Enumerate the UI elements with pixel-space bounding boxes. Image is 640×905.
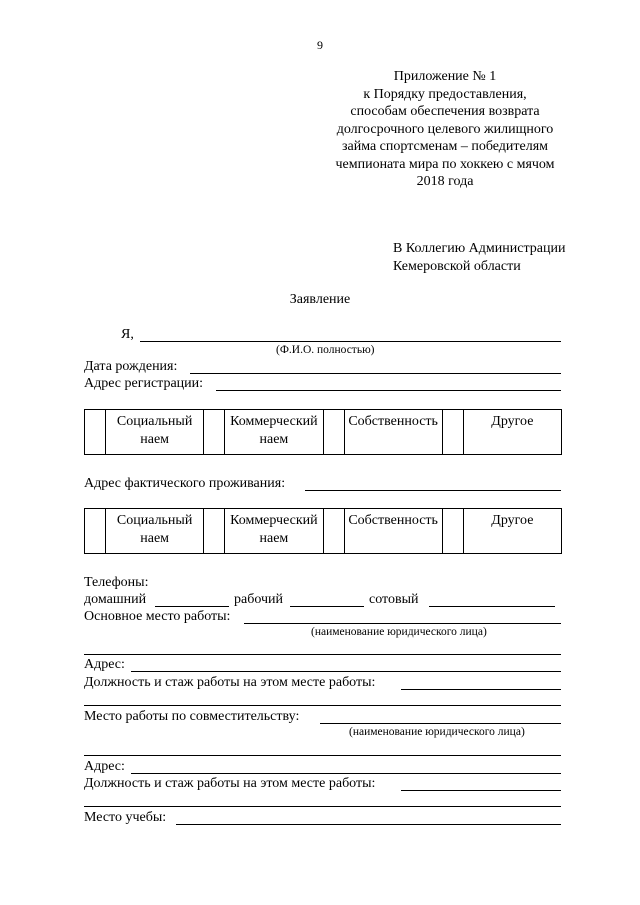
main-position-tenure-field-continued[interactable]	[84, 692, 561, 706]
housing-option-social-rent	[106, 509, 204, 554]
document-title: Заявление	[289, 292, 351, 307]
secondary-position-tenure-field[interactable]	[401, 777, 561, 791]
addressee-line: Кемеровской области	[393, 258, 521, 274]
phone-home-label: домашний	[84, 592, 147, 607]
table-row	[85, 509, 562, 554]
secondary-position-tenure-field-continued[interactable]	[84, 793, 561, 807]
housing-option-social-rent	[106, 410, 204, 455]
study-place-field[interactable]	[176, 811, 561, 825]
main-workplace-label: Основное место работы:	[84, 609, 231, 624]
secondary-work-address-field[interactable]	[131, 760, 561, 774]
option-label: Коммерческий	[230, 513, 318, 528]
housing-option-ownership	[344, 509, 442, 554]
main-workplace-field[interactable]	[244, 610, 561, 624]
housing-checkbox-ownership[interactable]	[323, 410, 344, 455]
appendix-line: 2018 года	[416, 174, 474, 189]
fio-caption: (Ф.И.О. полностью)	[276, 344, 375, 356]
addressee	[393, 240, 565, 275]
option-label: наем	[140, 530, 170, 546]
page-number: 9	[317, 38, 323, 52]
secondary-workplace-label: Место работы по совместительству:	[84, 709, 300, 724]
registration-address-field[interactable]	[216, 377, 561, 391]
housing-option-commercial-rent	[225, 410, 323, 455]
main-position-tenure-field[interactable]	[401, 676, 561, 690]
phone-mobile-field[interactable]	[429, 593, 555, 607]
study-place-label: Место учебы:	[84, 810, 167, 825]
option-label: наем	[259, 431, 289, 447]
option-label: Собственность	[348, 414, 438, 429]
housing-checkbox-ownership[interactable]	[323, 509, 344, 554]
option-label: Собственность	[348, 513, 438, 528]
secondary-workplace-field-continued[interactable]	[84, 742, 561, 756]
legal-entity-caption: (наименование юридического лица)	[349, 726, 525, 738]
secondary-work-address-label: Адрес:	[84, 759, 125, 774]
housing-option-ownership	[344, 410, 442, 455]
housing-option-commercial-rent	[225, 509, 323, 554]
option-label: Коммерческий	[230, 414, 318, 429]
registration-housing-table	[84, 409, 562, 455]
addressee-line: В Коллегию Администрации	[393, 241, 566, 256]
applicant-prefix-label: Я,	[121, 327, 134, 342]
housing-option-other	[463, 410, 561, 455]
housing-checkbox-other[interactable]	[442, 410, 463, 455]
fio-field[interactable]	[140, 328, 561, 342]
appendix-heading	[310, 68, 580, 191]
table-row	[85, 410, 562, 455]
actual-address-label: Адрес фактического проживания:	[84, 476, 286, 491]
housing-checkbox-social-rent[interactable]	[85, 509, 106, 554]
option-label: наем	[259, 530, 289, 546]
main-workplace-field-continued[interactable]	[84, 641, 561, 655]
appendix-line: к Порядку предоставления,	[363, 86, 527, 102]
main-position-tenure-label: Должность и стаж работы на этом месте работы:	[84, 675, 376, 690]
phone-work-label: рабочий	[234, 592, 283, 607]
housing-checkbox-social-rent[interactable]	[85, 410, 106, 455]
housing-checkbox-commercial-rent[interactable]	[204, 410, 225, 455]
phone-mobile-label: сотовый	[369, 592, 419, 607]
phones-label: Телефоны:	[84, 575, 149, 590]
birth-date-label: Дата рождения:	[84, 359, 178, 374]
main-work-address-label: Адрес:	[84, 657, 125, 672]
housing-checkbox-other[interactable]	[442, 509, 463, 554]
legal-entity-caption: (наименование юридического лица)	[311, 626, 487, 638]
secondary-workplace-field[interactable]	[320, 710, 561, 724]
registration-address-label: Адрес регистрации:	[84, 376, 204, 391]
phone-home-field[interactable]	[155, 593, 229, 607]
option-label: Другое	[491, 513, 534, 528]
option-label: Социальный	[116, 414, 193, 429]
actual-housing-table	[84, 508, 562, 554]
phone-work-field[interactable]	[290, 593, 364, 607]
option-label: наем	[140, 431, 170, 447]
appendix-line: займа спортсменам – победителям	[341, 139, 549, 154]
main-work-address-field[interactable]	[131, 658, 561, 672]
appendix-line: долгосрочного целевого жилищного	[336, 121, 554, 137]
appendix-line: Приложение № 1	[393, 69, 497, 84]
actual-address-field[interactable]	[305, 477, 561, 491]
housing-option-other	[463, 509, 561, 554]
option-label: Другое	[491, 414, 534, 429]
housing-checkbox-commercial-rent[interactable]	[204, 509, 225, 554]
appendix-line: чемпионата мира по хоккею с мячом	[335, 156, 555, 172]
appendix-line: способам обеспечения возврата	[350, 104, 540, 119]
option-label: Социальный	[116, 513, 193, 528]
birth-date-field[interactable]	[190, 360, 561, 374]
secondary-position-tenure-label: Должность и стаж работы на этом месте работы:	[84, 776, 376, 791]
